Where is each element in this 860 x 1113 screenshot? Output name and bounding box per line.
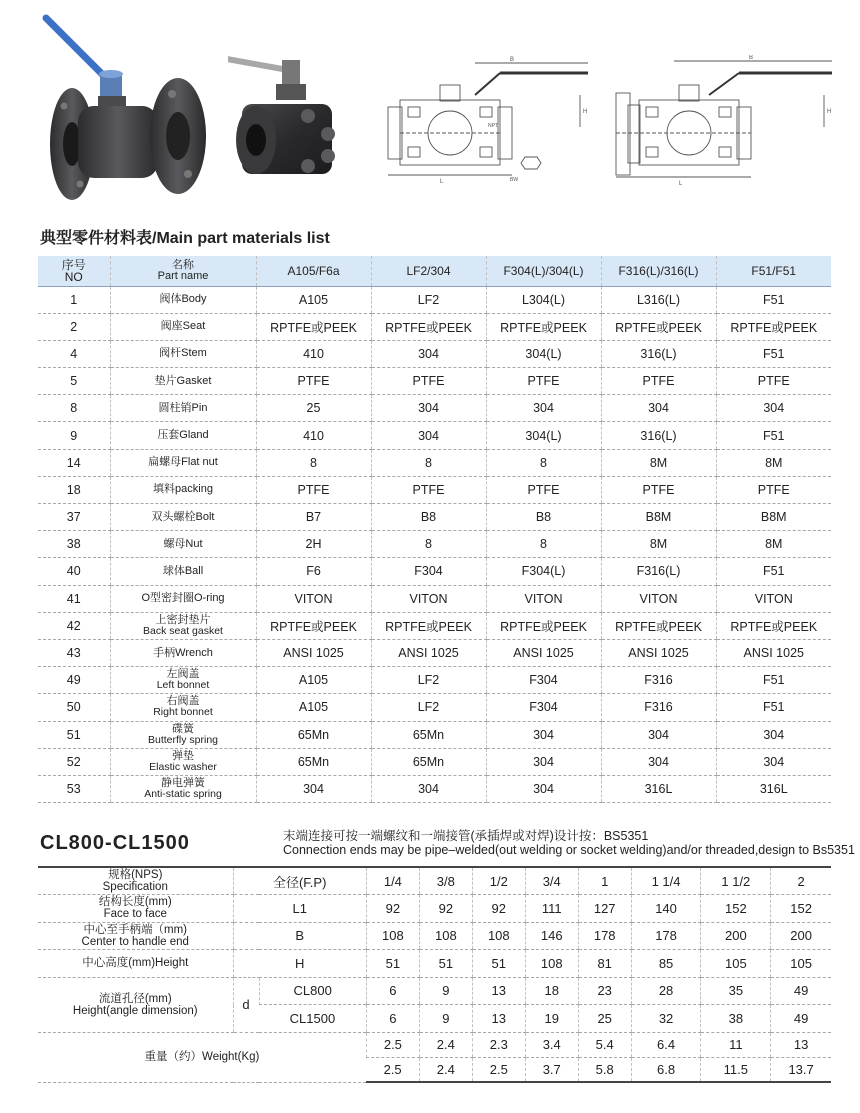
material-cell: 65Mn — [371, 721, 486, 748]
material-cell: 304 — [371, 395, 486, 422]
part-name-en: Elastic washer — [149, 760, 217, 773]
material-cell: 65Mn — [371, 748, 486, 775]
material-cell: LF2 — [371, 694, 486, 721]
product-images — [0, 0, 860, 215]
row-no: 14 — [38, 449, 110, 476]
part-name-en: Left bonnet — [156, 679, 210, 692]
row-no: 5 — [38, 368, 110, 395]
material-cell: 304 — [716, 748, 831, 775]
part-name — [110, 748, 256, 775]
row-no: 4 — [38, 340, 110, 367]
material-cell: 25 — [256, 395, 371, 422]
material-cell: RPTFE或PEEK — [256, 313, 371, 340]
spec-bore-row — [38, 977, 831, 1005]
dim-value: 200 — [771, 922, 831, 950]
material-cell: ANSI 1025 — [716, 639, 831, 666]
dim-value: 146 — [525, 922, 578, 950]
row-no: 8 — [38, 395, 110, 422]
part-name — [110, 775, 256, 802]
material-cell: 8 — [486, 531, 601, 558]
material-cell: PTFE — [256, 368, 371, 395]
dim-value: 81 — [578, 950, 631, 978]
material-cell: F304 — [486, 694, 601, 721]
header-material: F304(L)/304(L) — [486, 256, 601, 286]
material-cell: A105 — [256, 667, 371, 694]
dim-label-l-2: L — [679, 181, 683, 187]
material-row — [38, 721, 831, 748]
material-row — [38, 639, 831, 666]
row-no: 41 — [38, 585, 110, 612]
part-name — [110, 694, 256, 721]
dim-label: 中心高度(mm)Height — [38, 950, 233, 978]
row-no: 37 — [38, 504, 110, 531]
row-no: 18 — [38, 476, 110, 503]
material-cell: PTFE — [601, 368, 716, 395]
dim-value: 127 — [578, 895, 631, 923]
part-name-en: Back seat gasket — [143, 624, 223, 637]
weight-value: 3.7 — [525, 1057, 578, 1082]
bore-value: 9 — [419, 1005, 472, 1033]
size-cell: 1/2 — [472, 867, 525, 895]
material-cell: L316(L) — [601, 286, 716, 313]
part-name-cn: 上密封垫片 — [155, 613, 211, 626]
weight-value: 13.7 — [771, 1057, 831, 1082]
part-name-cn: 弹垫 — [172, 749, 194, 762]
row-no: 51 — [38, 721, 110, 748]
material-cell: B7 — [256, 504, 371, 531]
bore-value: 13 — [472, 977, 525, 1005]
weight-value: 5.4 — [578, 1032, 631, 1057]
size-cell: 2 — [771, 867, 831, 895]
material-cell: 304 — [371, 775, 486, 802]
material-row — [38, 558, 831, 585]
material-cell: F304(L) — [486, 558, 601, 585]
weight-value: 6.4 — [631, 1032, 701, 1057]
material-cell: F316 — [601, 694, 716, 721]
row-no: 9 — [38, 422, 110, 449]
part-name: 填料packing — [110, 476, 256, 503]
bore-value: 49 — [771, 977, 831, 1005]
material-cell: PTFE — [486, 368, 601, 395]
bore-value: 18 — [525, 977, 578, 1005]
row-no: 52 — [38, 748, 110, 775]
size-cell: 1/4 — [366, 867, 419, 895]
pressure-class: CL800 — [259, 977, 366, 1005]
material-cell: 304 — [256, 775, 371, 802]
dim-value: 152 — [701, 895, 771, 923]
material-cell: 304 — [371, 340, 486, 367]
row-no: 49 — [38, 667, 110, 694]
material-cell: 410 — [256, 422, 371, 449]
dim-value: 200 — [701, 922, 771, 950]
weight-value: 11 — [701, 1032, 771, 1057]
material-cell: F51 — [716, 422, 831, 449]
material-cell: RPTFE或PEEK — [716, 313, 831, 340]
material-cell: B8 — [371, 504, 486, 531]
dim-label-b-2: B — [749, 55, 754, 61]
dim-label-cn: 结构长度(mm) — [98, 896, 172, 909]
bore-label-en: Height(angle dimension) — [72, 1004, 198, 1017]
spec-body — [38, 867, 831, 1082]
part-name: 垫片Gasket — [110, 368, 256, 395]
weight-value: 2.4 — [419, 1057, 472, 1082]
material-cell: 304(L) — [486, 340, 601, 367]
material-cell: F304 — [371, 558, 486, 585]
material-row — [38, 667, 831, 694]
material-cell: VITON — [716, 585, 831, 612]
bore-label-cn: 流道孔径(mm) — [98, 992, 172, 1005]
material-row — [38, 395, 831, 422]
spec-size-label — [38, 867, 233, 895]
material-cell: B8M — [601, 504, 716, 531]
material-cell: VITON — [256, 585, 371, 612]
dim-label — [38, 895, 233, 923]
part-name-en: Right bonnet — [153, 706, 213, 719]
dim-label-en: Face to face — [103, 908, 167, 921]
material-row — [38, 612, 831, 639]
size-cell: 3/4 — [525, 867, 578, 895]
material-row — [38, 286, 831, 313]
material-cell: ANSI 1025 — [256, 639, 371, 666]
material-cell: RPTFE或PEEK — [256, 612, 371, 639]
dim-label-bw: BW — [510, 177, 519, 183]
dim-value: 51 — [419, 950, 472, 978]
connection-note-cn: 末端连接可按一端螺纹和一端接管(承插焊或对焊)设计按：BS5351 — [283, 829, 649, 843]
part-name-cn: 左阀盖 — [166, 668, 200, 681]
dim-value: 108 — [472, 922, 525, 950]
materials-table — [38, 256, 831, 803]
dim-symbol: B — [233, 922, 366, 950]
row-no: 53 — [38, 775, 110, 802]
header-no: 序号 NO — [38, 256, 110, 286]
material-cell: LF2 — [371, 667, 486, 694]
material-cell: PTFE — [716, 368, 831, 395]
material-cell: RPTFE或PEEK — [486, 313, 601, 340]
weight-value: 13 — [771, 1032, 831, 1057]
part-name: 圆柱销Pin — [110, 395, 256, 422]
row-no: 40 — [38, 558, 110, 585]
part-name: 阀杆Stem — [110, 340, 256, 367]
material-row — [38, 340, 831, 367]
part-name — [110, 721, 256, 748]
material-cell: 8 — [371, 449, 486, 476]
part-name: 球体Ball — [110, 558, 256, 585]
spec-title: CL800-CL1500 — [40, 832, 190, 854]
bore-value: 49 — [771, 1005, 831, 1033]
weight-value: 2.4 — [419, 1032, 472, 1057]
material-cell: 304 — [486, 775, 601, 802]
bore-value: 6 — [366, 1005, 419, 1033]
material-row — [38, 504, 831, 531]
dim-label-npt: NPT — [488, 123, 498, 129]
dim-value: 92 — [366, 895, 419, 923]
dim-value: 92 — [419, 895, 472, 923]
spec-size-label-en: Specification — [102, 881, 168, 893]
weight-value: 2.5 — [366, 1032, 419, 1057]
part-name — [110, 612, 256, 639]
part-name-en: Butterfly spring — [147, 733, 219, 746]
flanged-ball-valve-photo — [38, 14, 213, 204]
size-cell: 1 1/4 — [631, 867, 701, 895]
dim-label — [38, 922, 233, 950]
forged-ball-valve-photo — [228, 48, 358, 188]
dim-label-cn: 中心至手柄端（mm) — [83, 923, 187, 936]
bore-value: 32 — [631, 1005, 701, 1033]
spec-dim-row — [38, 922, 831, 950]
spec-size-label-cn: 规格(NPS) — [108, 869, 163, 881]
material-row — [38, 694, 831, 721]
material-cell: 304 — [486, 395, 601, 422]
material-cell: PTFE — [486, 476, 601, 503]
bore-value: 25 — [578, 1005, 631, 1033]
material-cell: 304 — [716, 395, 831, 422]
material-cell: 8M — [716, 531, 831, 558]
material-cell: RPTFE或PEEK — [486, 612, 601, 639]
bore-value: 35 — [701, 977, 771, 1005]
material-cell: 410 — [256, 340, 371, 367]
bore-value: 19 — [525, 1005, 578, 1033]
dim-symbol: L1 — [233, 895, 366, 923]
part-name: O型密封圈O-ring — [110, 585, 256, 612]
material-cell: RPTFE或PEEK — [601, 313, 716, 340]
dim-value: 152 — [771, 895, 831, 923]
row-no: 1 — [38, 286, 110, 313]
header-material: F51/F51 — [716, 256, 831, 286]
material-cell: F51 — [716, 694, 831, 721]
material-cell: RPTFE或PEEK — [371, 612, 486, 639]
material-cell: 316(L) — [601, 422, 716, 449]
material-row — [38, 775, 831, 802]
material-row — [38, 585, 831, 612]
bore-label — [38, 977, 233, 1032]
dim-value: 105 — [771, 950, 831, 978]
weight-value: 3.4 — [525, 1032, 578, 1057]
dim-value: 108 — [366, 922, 419, 950]
row-no: 42 — [38, 612, 110, 639]
material-cell: 2H — [256, 531, 371, 558]
header-material: A105/F6a — [256, 256, 371, 286]
spec-size-row — [38, 867, 831, 895]
material-cell: A105 — [256, 694, 371, 721]
material-row — [38, 313, 831, 340]
material-cell: F316(L) — [601, 558, 716, 585]
row-no: 38 — [38, 531, 110, 558]
material-cell: VITON — [601, 585, 716, 612]
material-cell: L304(L) — [486, 286, 601, 313]
dim-symbol: H — [233, 950, 366, 978]
part-name: 双头螺栓Bolt — [110, 504, 256, 531]
bore-value: 13 — [472, 1005, 525, 1033]
weight-label: 重量（约）Weight(Kg) — [38, 1032, 366, 1082]
material-row — [38, 531, 831, 558]
bore-value: 23 — [578, 977, 631, 1005]
material-row — [38, 476, 831, 503]
material-cell: PTFE — [371, 368, 486, 395]
material-cell: RPTFE或PEEK — [601, 612, 716, 639]
material-cell: F51 — [716, 286, 831, 313]
material-cell: 8 — [256, 449, 371, 476]
materials-header-row — [38, 256, 831, 286]
part-name: 手柄Wrench — [110, 639, 256, 666]
material-cell: 8M — [716, 449, 831, 476]
bore-value: 28 — [631, 977, 701, 1005]
dim-value: 108 — [419, 922, 472, 950]
dim-value: 108 — [525, 950, 578, 978]
part-name-en: Anti-static spring — [144, 787, 222, 800]
part-name: 扁螺母Flat nut — [110, 449, 256, 476]
dim-value: 51 — [366, 950, 419, 978]
weight-value: 11.5 — [701, 1057, 771, 1082]
dim-value: 140 — [631, 895, 701, 923]
material-cell: 304 — [371, 422, 486, 449]
dim-label-h: H — [583, 109, 588, 115]
dim-value: 92 — [472, 895, 525, 923]
header-material: LF2/304 — [371, 256, 486, 286]
material-cell: 65Mn — [256, 721, 371, 748]
materials-section-title: 典型零件材料表/Main part materials list — [40, 230, 330, 247]
material-cell: 8 — [486, 449, 601, 476]
spec-table — [38, 866, 831, 1083]
bore-value: 6 — [366, 977, 419, 1005]
material-cell: RPTFE或PEEK — [371, 313, 486, 340]
material-cell: PTFE — [256, 476, 371, 503]
dim-label-h-2: H — [827, 109, 832, 115]
material-cell: 304 — [601, 721, 716, 748]
material-cell: PTFE — [371, 476, 486, 503]
material-cell: F51 — [716, 340, 831, 367]
material-cell: 316(L) — [601, 340, 716, 367]
part-name-cn: 碟簧 — [172, 722, 194, 735]
dim-value: 51 — [472, 950, 525, 978]
material-row — [38, 368, 831, 395]
dim-label-en: Center to handle end — [81, 935, 189, 948]
dim-value: 85 — [631, 950, 701, 978]
material-cell: F6 — [256, 558, 371, 585]
material-cell: 304 — [486, 748, 601, 775]
material-cell: VITON — [371, 585, 486, 612]
material-cell: 304(L) — [486, 422, 601, 449]
part-name-cn: 右阀盖 — [166, 695, 200, 708]
weight-value: 2.5 — [472, 1057, 525, 1082]
material-cell: 304 — [486, 721, 601, 748]
material-cell: F51 — [716, 558, 831, 585]
weight-value: 6.8 — [631, 1057, 701, 1082]
part-name-cn: 静电弹簧 — [161, 776, 205, 789]
row-no: 43 — [38, 639, 110, 666]
size-cell: 1 1/2 — [701, 867, 771, 895]
row-no: 2 — [38, 313, 110, 340]
material-cell: PTFE — [601, 476, 716, 503]
bore-value: 38 — [701, 1005, 771, 1033]
material-cell: RPTFE或PEEK — [716, 612, 831, 639]
material-row — [38, 748, 831, 775]
material-row — [38, 422, 831, 449]
material-cell: F51 — [716, 667, 831, 694]
header-name: 名称 Part name — [110, 256, 256, 286]
pressure-class: CL1500 — [259, 1005, 366, 1033]
threaded-valve-drawing — [380, 55, 590, 190]
dim-label-b: B — [510, 57, 515, 63]
material-cell: A105 — [256, 286, 371, 313]
dim-label-l: L — [440, 179, 444, 185]
weight-value: 2.3 — [472, 1032, 525, 1057]
weight-value: 5.8 — [578, 1057, 631, 1082]
header-material: F316(L)/316(L) — [601, 256, 716, 286]
part-name: 压套Gland — [110, 422, 256, 449]
bore-symbol: d — [233, 977, 259, 1032]
weight-value: 2.5 — [366, 1057, 419, 1082]
spec-weight-row — [38, 1032, 831, 1057]
material-cell: 8M — [601, 449, 716, 476]
material-cell: LF2 — [371, 286, 486, 313]
spec-dim-row — [38, 950, 831, 978]
material-cell: ANSI 1025 — [371, 639, 486, 666]
part-name — [110, 667, 256, 694]
material-cell: B8M — [716, 504, 831, 531]
material-cell: F304 — [486, 667, 601, 694]
connection-note-en: Connection ends may be pipe–welded(out welding or socket welding)and/or threaded,design to Bs5351 — [283, 843, 855, 857]
material-cell: VITON — [486, 585, 601, 612]
material-cell: B8 — [486, 504, 601, 531]
size-cell: 3/8 — [419, 867, 472, 895]
material-cell: 316L — [601, 775, 716, 802]
size-cell: 1 — [578, 867, 631, 895]
material-cell: 8M — [601, 531, 716, 558]
spec-dim-row — [38, 895, 831, 923]
row-no: 50 — [38, 694, 110, 721]
material-row — [38, 449, 831, 476]
material-cell: PTFE — [716, 476, 831, 503]
dim-value: 111 — [525, 895, 578, 923]
bore-value: 9 — [419, 977, 472, 1005]
part-name: 阀体Body — [110, 286, 256, 313]
material-cell: 65Mn — [256, 748, 371, 775]
part-name: 螺母Nut — [110, 531, 256, 558]
materials-body — [38, 286, 831, 803]
material-cell: 304 — [601, 395, 716, 422]
material-cell: 8 — [371, 531, 486, 558]
dim-value: 105 — [701, 950, 771, 978]
full-bore-label: 全径(F.P) — [233, 867, 366, 895]
material-cell: 304 — [716, 721, 831, 748]
dim-value: 178 — [578, 922, 631, 950]
dim-value: 178 — [631, 922, 701, 950]
flanged-valve-drawing — [604, 55, 839, 190]
material-cell: ANSI 1025 — [601, 639, 716, 666]
material-cell: ANSI 1025 — [486, 639, 601, 666]
material-cell: 304 — [601, 748, 716, 775]
material-cell: 316L — [716, 775, 831, 802]
part-name: 阀座Seat — [110, 313, 256, 340]
material-cell: F316 — [601, 667, 716, 694]
